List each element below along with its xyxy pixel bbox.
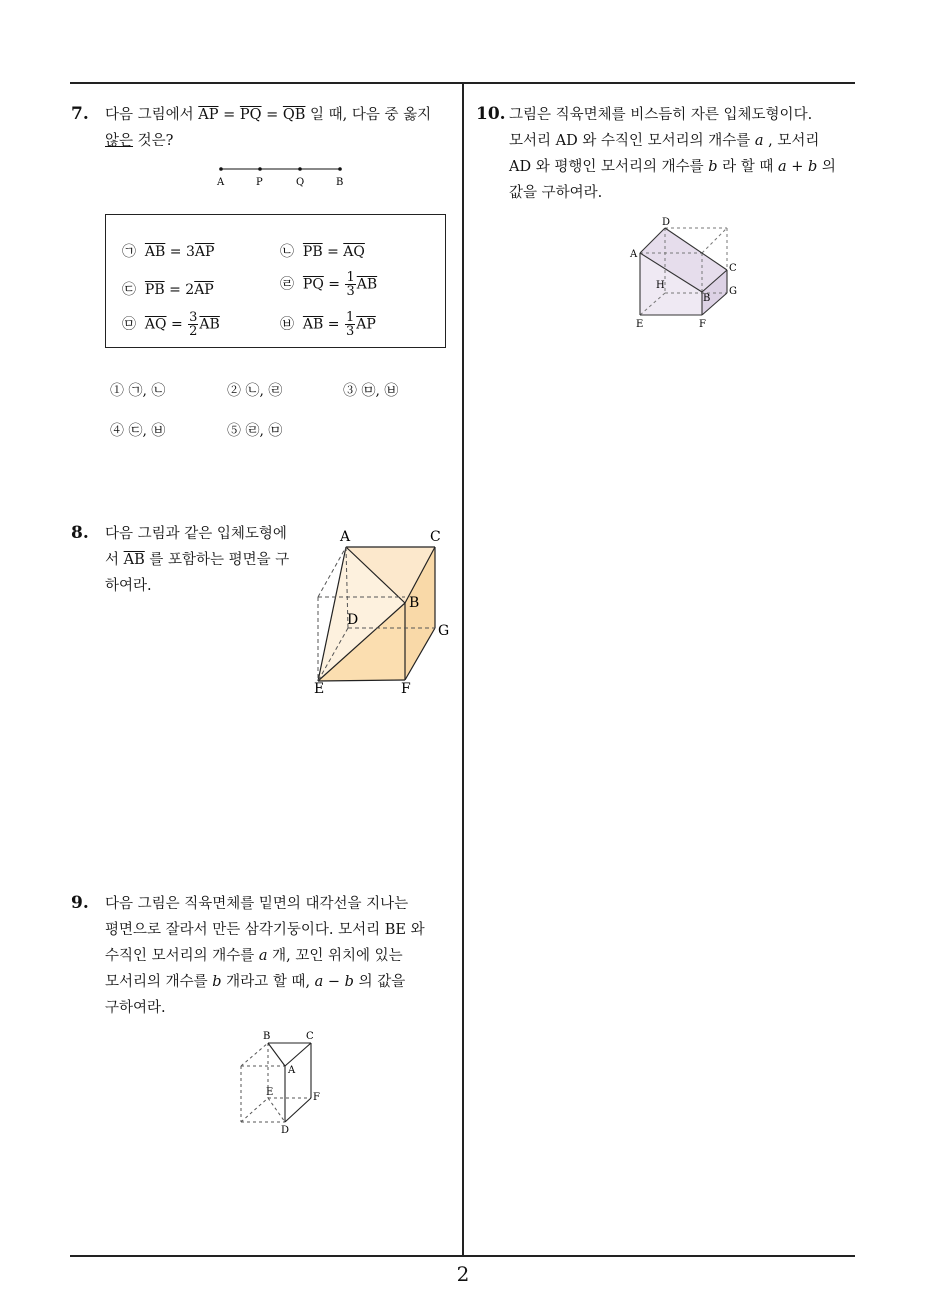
q8-label-a: A [340,529,351,545]
q7-choice-2-lhs: $\overline{PB}$ [302,244,323,260]
q10-solid-figure [627,215,747,330]
q9-hidden-edge-ed [268,1098,285,1122]
q7-choice-2-rhs: $\overline{AQ}$ [343,244,365,260]
q7-choice-6-rhs: $\overline{AP}$ [356,316,376,333]
q7-choice-5-marker: ㉤ [122,316,136,333]
q8-line-3: 하여라. [105,578,152,594]
q7-answer-3[interactable]: ③ ㉤, ㉥ [343,383,399,399]
page-number: 2 [456,1262,470,1286]
q7-choice-1-marker: ㉠ [122,244,136,260]
q8-label-c: C [430,529,441,545]
q7-choice-3-lhs: $\overline{PB}$ [144,282,165,298]
q7-choice-6-den: 3 [345,324,355,339]
q9-edge-ba [268,1043,285,1066]
q10-line-2-pre: 모서리 AD 와 수직인 모서리의 개수를 [509,133,755,149]
q10-number: 10. [476,104,506,124]
q9-var-a: a [258,948,268,964]
q9-label-f: F [313,1092,320,1103]
q10-line-3-mid: 라 할 때 [717,159,778,175]
q8-line-2-post: 를 포함하는 평면을 구 [144,552,290,568]
q7-choice-3: ㉢ $\overline{PB} = 2\overline{AP}$ [122,282,214,298]
q10-label-c: C [729,263,737,274]
q8-label-b: B [409,595,420,611]
q7-underlined-word: 않은 [105,133,134,149]
q8-line-2-pre: 서 [105,552,124,568]
q7-seg-qb: $\overline{QB}$ [282,107,306,123]
q7-choice-3-rhs: $\overline{AP}$ [194,282,214,298]
q10-hidden-edge-3 [702,228,727,253]
q9-label-e: E [266,1087,274,1098]
q10-line-4: 값을 구하여라. [509,185,603,201]
q7-label-a: A [217,177,225,188]
q8-label-d: D [347,612,359,628]
q7-label-p: P [256,177,263,188]
q7-choice-4-fraction [345,271,355,298]
q9-line-1: 다음 그림은 직육면체를 밑면의 대각선을 지나는 [105,896,409,912]
q9-line-2: 평면으로 잘라서 만든 삼각기둥이다. 모서리 BE 와 [105,922,425,938]
q9-line-4-mid: 개라고 할 때, [221,974,315,990]
q8-question [105,521,305,599]
q7-line2-rest: 것은? [133,133,174,149]
q9-expr: a − b [314,974,354,990]
q9-label-b: B [263,1031,271,1042]
q7-text-after: 일 때, 다음 중 옳지 [305,107,432,123]
q10-label-a: A [630,249,638,260]
q9-label-c: C [306,1031,314,1042]
q7-choice-5-lhs: $\overline{AQ}$ [144,316,167,333]
q7-choice-1-coef: 3 [185,244,195,260]
q7-label-b: B [336,177,344,188]
q7-label-q: Q [296,177,305,188]
q7-choice-2-marker: ㉡ [280,244,294,260]
q10-expr: a + b [777,159,818,175]
q7-choice-1: ㉠ $\overline{AB} = 3\overline{AP}$ [122,244,215,260]
q7-choice-box [105,214,446,348]
q9-line-4-pre: 모서리의 개수를 [105,974,213,990]
q8-line-1: 다음 그림과 같은 입체도형에 [105,526,287,542]
q9-hidden-edge-2 [241,1043,268,1066]
q7-choice-1-lhs: $\overline{AB}$ [144,244,166,260]
q9-label-a: A [288,1065,296,1076]
q7-choice-6-num: 1 [345,310,355,325]
q7-question [105,102,450,154]
q9-prism-figure [233,1028,333,1138]
q10-line-3-pre: AD 와 평행인 모서리의 개수를 [509,159,709,175]
q7-choice-2: ㉡ $\overline{PB} = \overline{AQ}$ [280,244,365,260]
q7-choice-3-coef: 2 [185,282,195,298]
q8-label-g: G [438,623,450,639]
q10-line-1: 그림은 직육면체를 비스듬히 자른 입체도형이다. [509,107,813,123]
q10-label-h: H [656,280,665,291]
q10-var-b: b [708,159,718,175]
q7-eq-2: = [261,107,283,123]
q7-choice-5-num: 3 [189,310,198,325]
q7-line-figure [212,160,352,192]
column-divider [462,82,464,1256]
q8-label-e: E [314,681,325,697]
q7-point-q [298,167,302,171]
q10-question [509,102,854,206]
q7-seg-ap: $\overline{AP}$ [198,107,219,123]
q10-label-f: F [699,319,706,330]
q7-answer-2[interactable]: ② ㉡, ㉣ [227,383,283,399]
q7-choice-3-marker: ㉢ [122,282,136,298]
q8-seg-ab: $\overline{AB}$ [123,552,145,568]
q9-line-3-pre: 수직인 모서리의 개수를 [105,948,259,964]
q7-choice-5-den: 2 [189,324,198,339]
q10-line-2-post: , 모서리 [763,133,820,149]
q9-line-5: 구하여라. [105,1000,166,1016]
q7-choice-5-rhs: $\overline{AB}$ [199,316,220,333]
q7-choice-4-lhs: $\overline{PQ}$ [302,276,324,293]
q7-point-a [219,167,223,171]
q7-choice-4-rhs: $\overline{AB}$ [356,276,378,293]
q8-solid-figure [300,525,460,700]
q9-line-4-post: 의 값을 [353,974,406,990]
q7-point-p [258,167,262,171]
q9-var-b: b [212,974,222,990]
q7-choice-4-marker: ㉣ [280,276,294,293]
q7-choice-4: ㉣ $\overline{PQ}$ = $\frac{1}{3}$ $\overline{AB}$ [280,270,378,299]
q7-answer-4[interactable]: ④ ㉢, ㉥ [110,423,166,439]
q8-label-f: F [401,681,411,697]
q7-choice-6-lhs: $\overline{AB}$ [302,316,324,333]
q7-choice-6-fraction [345,311,355,338]
bottom-rule [70,1255,855,1257]
q7-choice-6-marker: ㉥ [280,316,294,333]
q9-edge-df [285,1098,311,1122]
q7-choice-5: ㉤ $\overline{AQ}$ = $\frac{3}{2}$ $\overline{AB}$ [122,310,220,339]
q7-choice-5-fraction [188,311,198,338]
q9-question [105,891,455,1021]
q10-var-a: a [754,133,764,149]
q7-answer-5[interactable]: ⑤ ㉣, ㉤ [227,423,283,439]
q7-choice-6: ㉥ $\overline{AB}$ = $\frac{1}{3}$ $\overline{AP}$ [280,310,376,339]
q9-edge-ac [285,1043,311,1066]
q7-point-b [338,167,342,171]
q9-hidden-edge-5 [241,1098,268,1122]
q10-label-g: G [729,286,737,297]
q10-label-b: B [703,293,711,304]
q9-line-3-post: 개, 꼬인 위치에 있는 [267,948,403,964]
q8-number: 8. [71,523,89,543]
q7-choice-4-den: 3 [346,284,355,299]
q7-choice-4-num: 1 [346,270,355,285]
q7-text-before: 다음 그림에서 [105,107,199,123]
q10-label-e: E [636,319,644,330]
q9-number: 9. [71,893,89,913]
q10-line-3-post: 의 [817,159,836,175]
q7-eq-1: = [218,107,240,123]
q7-seg-pq: $\overline{PQ}$ [239,107,262,123]
q7-number: 7. [71,104,89,124]
q10-label-d: D [662,217,671,228]
q9-label-d: D [281,1125,290,1136]
q7-answer-1[interactable]: ① ㉠, ㉡ [110,383,166,399]
q7-choice-1-rhs: $\overline{AP}$ [194,244,215,260]
